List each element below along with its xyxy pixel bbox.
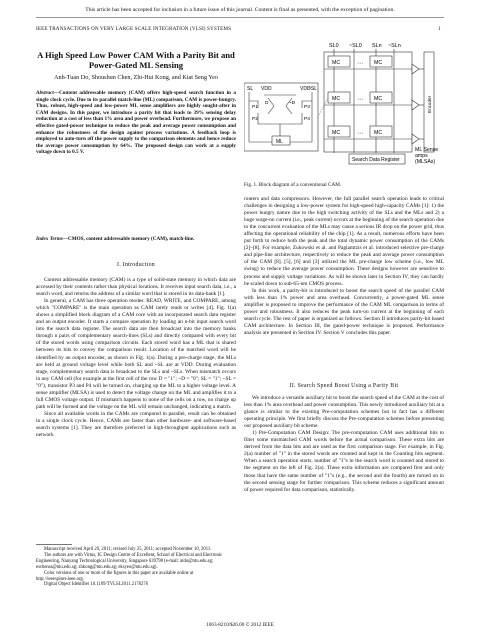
paragraph: In general, a CAM has three operation modes: READ, WRITE, and COMPARE, among which "COMPARE" is the main operation as CAM rarely reads or writes [4]. Fig. 1(a) shows a simplified block diagram of a CAM core with an incorporated search data register and an output encoder. It starts a compare operation by loading an n-bit input search word into the search data register. The search data are then broadcast into the memory banks through n pairs of complementary search-lines (SLs) and directly compared with every bit of the stored words using comparison circuits. Each stored word has a ML that is shared between its bits to convey the comparison result. Location of the matched word will be identified by an output encoder, as shown in Fig. 1(a). During a pre-charge stage, the MLs are held at ground voltage level while both SL and ~SL are at VDD. During evaluation stage, complementary search data is broadcast to the SLs and ~SLs. When mismatch occurs in any CAM cell (for example at the first cell of the row D = "1"; ~D = "0"; SL = "1"; ~SL = "0"), transistor P3 and P4 will be turned on, charging up the ML to a higher voltage level. A sense amplifier (MLSA) is used to detect the voltage change on the ML and amplifies it to a full CMOS voltage output. If mismatch happens to none of the cells on a row, no charge up path will be formed and the voltage on the ML will remain unchanged, indicating a match.	[36, 298, 236, 410]
sense-amp-label-line: amps	[415, 153, 428, 159]
paragraph: Content addressable memory (CAM) is a type of solid-state memory in which data are accessed by their contents rather than physical locations. It receives input search data, i.e., a search word, and returns the address of a similar word that is stored in its data-bank [1].	[36, 277, 236, 298]
mc-label: MC	[332, 96, 341, 102]
paragraph: In this work, a parity-bit is introduced to boost the search speed of the parallel CAM with less than 1% power and area overhead. Concurrently, a power-gated ML sense amplifier is proposed to improve the performance of the CAM ML comparison in terms of power and robustness. It also reduces the peak turn-on current at the beginning of each search cycle. The rest of paper is organized as follows. Section II introduces parity-bit based CAM architecture. In Section III, the gated-power technique is proposed. Performance analysis are presented in Section IV. Section V concludes this paper.	[244, 287, 444, 336]
nsl0-label: ~SL0	[349, 43, 362, 49]
introduction-body	[36, 277, 236, 439]
sln-label: SLn	[372, 43, 382, 49]
paper-title: A High Speed Low Power CAM With a Parity Bit and Power-Gated ML Sensing	[37, 50, 235, 70]
abstract-text: —Content addressable memory (CAM) offers high-speed search function in a single clock cycle. Due to its parallel match-line (ML) comparison, CAM is power-hungry. Thus, robust, high-speed and low-power ML sense amplifiers are highly sought-after in CAM designs. In this paper, we introduce a parity bit that leads to 39% sensing delay reduction at a cost of less than 1% area and power overhead. Furthermore, we propose an effective gated-power technique to reduce the peak and average power consumption and enhance the robustness of the design against process variations. A feedback loop is employed to auto-turn off the power supply to the comparison elements and hence reduce the average power consumption by 64%. The proposed design can work at a supply voltage down to 0.5 V.	[36, 90, 236, 156]
right-column-body	[244, 196, 444, 337]
paragraph: 1) Pre-Computation CAM Design: The pre-computation CAM uses additional bits to filter some mismatched CAM words before the actual comparison. These extra bits are derived from the data bits and are used as the first comparison stage. For example, in Fig. 2(a) number of "1" in the stored words are counted and kept in the Counting bits segment. When a search operation starts, number of "1"s in the search word is counted and stored to the segment on the left of Fig. 2(a). These extra information are compared first and only those that have the same number of "1"s (e.g., the second and the fourth) are turned on in the second sensing stage for further comparison. This scheme reduces a significant amount of power required for data comparison, statistically.	[244, 430, 444, 493]
inset-nsl-label: ~SL	[308, 86, 318, 92]
p4-label: P4	[304, 117, 310, 122]
index-terms-text: —CMOS, content addressable memory (CAM), match-line.	[62, 236, 195, 242]
ellipsis: ⋯	[357, 97, 363, 103]
running-header: IEEE TRANSACTIONS ON VERY LARGE SCALE INTEGRATION (VLSI) SYSTEMS	[36, 26, 232, 32]
mc-label: MC	[332, 130, 341, 136]
sense-amplifiers	[412, 64, 419, 144]
notice-rule	[36, 17, 444, 18]
footnote-line: The authors are with Virtus, IC Design Centre of Excellent, School of Electrical and Electronic Engineering, Nanyang Technological University, Singapore 639798 (e-mail: atdo@ntu.edu.sg; eschenss@ntu.edu.sg; zhkong@ntu.edu.sg; eksyeo@ntu.edu.sg).	[36, 552, 223, 570]
footnote-line: Manuscript received April 29, 2011; revised July 25, 2011; accepted November 10, 2011.	[44, 547, 212, 552]
mc-label: MC	[374, 96, 383, 102]
sense-amp-label-line: ML Sense	[415, 147, 439, 153]
encoder-label: Encoder	[427, 95, 432, 113]
footnote-line: Digital Object Identifier 10.1109/TVLSI.2011.2178276	[44, 582, 149, 588]
acceptance-notice: This article has been accepted for inclusion in a future issue of this journal. Content is final as presented, with the exception of pagination.	[85, 7, 395, 13]
d-label: D	[265, 101, 269, 106]
index-terms	[36, 236, 236, 243]
paragraph: We introduce a versatile auxiliary bit to boost the search speed of the CAM at the cost of less than 1% area overhead and power consumption. This newly introduced auxiliary bit at a glance is similar to the existing Pre-computation schemes but in fact has a different operating principle. We first briefly discuss the Pre-computation schemes before presenting our proposed auxiliary bit scheme.	[244, 395, 444, 430]
footnote-rule	[36, 544, 72, 545]
sl0-label: SL0	[329, 43, 339, 49]
p1-label: P1	[252, 105, 258, 110]
p3-label: P3	[304, 105, 310, 110]
sense-amp-label	[415, 147, 438, 165]
p2-label: P2	[252, 117, 258, 122]
mc-label: MC	[374, 60, 383, 66]
register-label: Search Data Register	[352, 157, 400, 163]
sense-amp-label-line: (MLSAs)	[415, 159, 436, 165]
footnote	[36, 547, 236, 588]
paragraph: routers and data compressors. However, the full parallel search operation leads to critical challenges in designing a low-power system for high-speed high-capacity CAMs [1]: 1) the power hungry nature due to the high switching activity of the SLs and the MLs and 2) a huge surge-on current (i.e., peak current) occurs at the beginning of the search operation due to the concurrent evaluation of the MLs may cause a serious IR drop on the power grid, thus affecting the operational reliability of the chip [1]. As a result, numerous efforts have been put forth to reduce both the peak and the total dynamic power consumption of the CAMs [2]–[8]. For example, Zukowski et al. and Pagiamtzis et al. introduced selective pre-charge and pipe-line architecture, respectively to reduce the peak and average power consumption of the CAM [8]. [5], [6] and [3] utilized the ML pre-charge low scheme (i.e., low ML swing) to reduce the average power consumption. These designs however are sensitive to process and supply voltage variations. As will be shown later in Section IV, they can hardly be scaled down to sub-65-nm CMOS process.	[244, 196, 444, 287]
page-number: 1	[438, 26, 441, 32]
section-2-body	[244, 395, 444, 494]
ellipsis: ⋯	[357, 131, 363, 137]
paper-authors: Anh-Tuan Do, Shoushun Chen, Zhi-Hui Kong, and Kiat Seng Yeo	[54, 74, 218, 81]
inset-ml-label: ML	[276, 139, 283, 145]
index-terms-label: Index Terms	[36, 236, 63, 242]
nd-label: ~D	[289, 101, 296, 106]
abstract-label: Abstract	[36, 90, 54, 96]
nsln-label: ~SLn	[388, 43, 401, 49]
footnote-line: Color versions of one or more of the figures in this paper are available online at http://ieeexplore.ieee.org.	[36, 570, 194, 582]
page-footer: 1063-8210/$26.00 © 2012 IEEE	[206, 622, 274, 628]
inset-vdd-label: VDD	[261, 86, 272, 92]
section-heading-parity-bit: II. Search Speed Boost Using a Parity Bit	[289, 383, 399, 389]
section-heading-introduction: I. Introduction	[117, 262, 155, 268]
mc-label: MC	[374, 130, 383, 136]
abstract	[36, 90, 236, 156]
inset-vdd-label: VDD	[300, 86, 311, 92]
encoder-links	[419, 69, 424, 139]
figure-1-diagram	[244, 38, 448, 178]
paragraph: Since all available words in the CAMs are compared in parallel, result can be obtained in a single clock cycle. Hence, CAMs are faster than other hardware- and software-based search systems [1]. They are therefore preferred in high-throughput applications such as network	[36, 410, 236, 439]
mc-label: MC	[332, 60, 341, 66]
figure-caption: Fig. 1. Block diagram of a conventional CAM.	[244, 182, 342, 188]
inset-pointer	[318, 98, 328, 117]
ellipsis: ⋯	[357, 61, 363, 67]
inset-sl-label: SL	[247, 86, 254, 92]
